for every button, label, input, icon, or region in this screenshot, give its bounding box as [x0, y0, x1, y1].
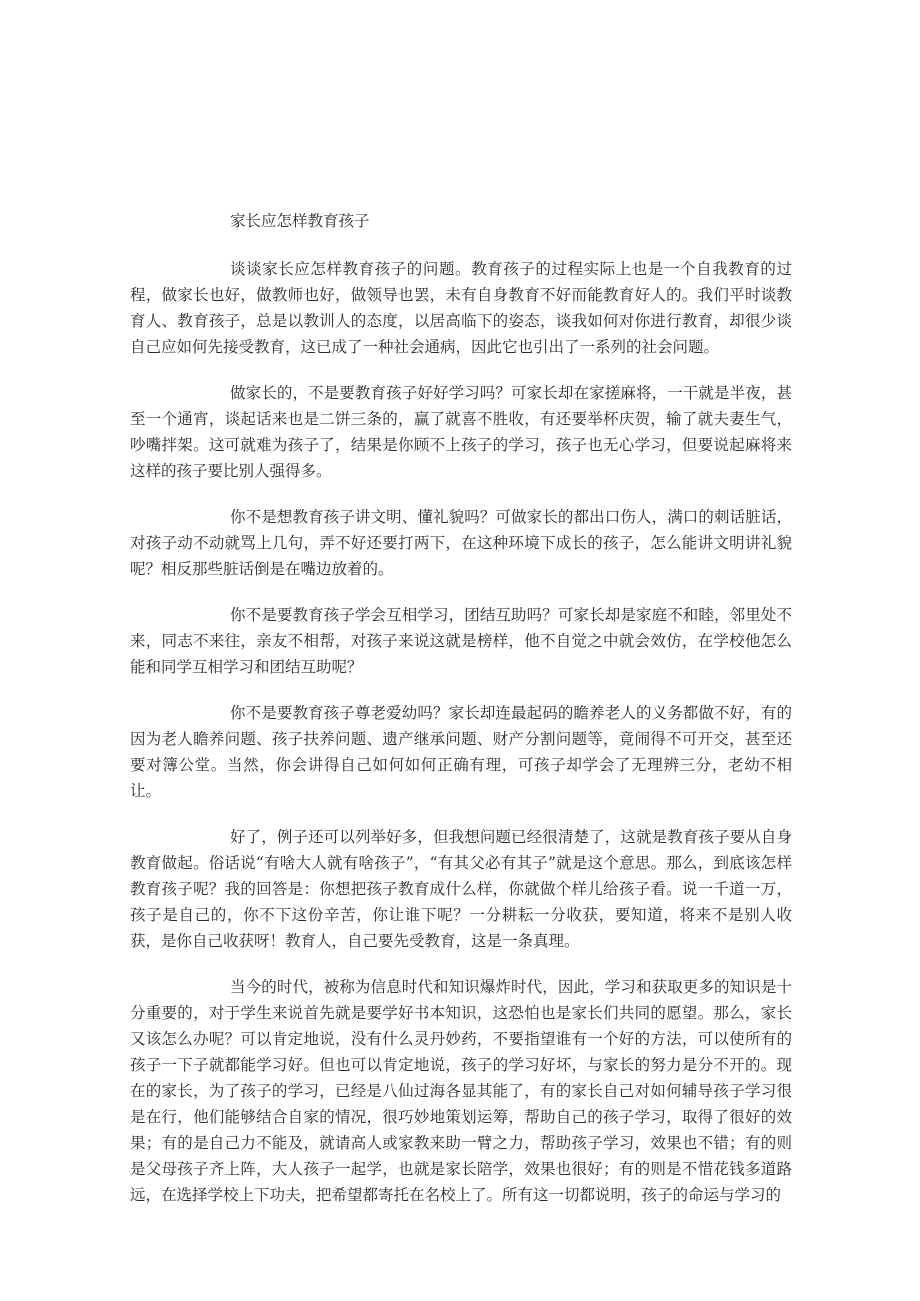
paragraph-intro: 谈谈家长应怎样教育孩子的问题。教育孩子的过程实际上也是一个自我教育的过程，做家长也好，做教师也好，做领导也罢，未有自身教育不好而能教育好人的。我们平时谈教育人、教育孩子，总是以教训人的态度，以居高临下的姿态，谈我如何对你进行教育，却很少谈自己应如何先接受教育，这已成了一种社会通病，因此它也引出了一系列的社会问题。: [130, 260, 792, 356]
paragraph-modern-era: 当今的时代，被称为信息时代和知识爆炸时代，因此，学习和获取更多的知识是十分重要的，对于学生来说首先就是要学好书本知识，这恐怕也是家长们共同的愿望。那么，家长又该怎么办呢？可以肯定地说，没有什么灵丹妙药，不要指望谁有一个好的方法，可以使所有的孩子一下子就都能学习好。但也可以肯定地说，孩子的学习好坏，与家长的努力是分不开的。现在的家长，为了孩子的学习，已经是八仙过海各显其能了，有的家长自己对如何辅导孩子学习很是在行，他们能够结合自家的情况，很巧妙地策划运筹，帮助自己的孩子学习，取得了很好的效果；有的是自己力不能及，就请高人或家教来助一臂之力，帮助孩子学习，效果也不错；有的则是父母孩子齐上阵，大人孩子一起学，也就是家长陪学，效果也很好；有的则是不惜花钱多道路远，在选择学校上下功夫，把希望都寄托在名校上了。所有这一切都说明，孩子的命运与学习的: [130, 978, 792, 1204]
paragraph-study-example: 做家长的，不是要教育孩子好好学习吗？可家长却在家搓麻将，一干就是半夜，甚至一个通宵，谈起话来也是二饼三条的，赢了就喜不胜收，有还要举杯庆贺，输了就夫妻生气，吵嘴拌架。这可就难为孩子了，结果是你顾不上孩子的学习，孩子也无心学习，但要说起麻将来这样的孩子要比别人强得多。: [130, 384, 792, 480]
paragraph-manners-example: 你不是想教育孩子讲文明、懂礼貌吗？可做家长的都出口伤人，满口的刺话脏话，对孩子动不动就骂上几句，弄不好还要打两下，在这种环境下成长的孩子，怎么能讲文明讲礼貌呢？相反那些脏话倒是在嘴边放着的。: [130, 508, 792, 578]
paragraph-mutual-help-example: 你不是要教育孩子学会互相学习，团结互助吗？可家长却是家庭不和睦，邻里处不来，同志不来往，亲友不相帮，对孩子来说这就是榜样，他不自觉之中就会效仿，在学校他怎么能和同学互相学习和团结互助呢？: [130, 606, 792, 676]
paragraph-conclusion: 好了，例子还可以列举好多，但我想问题已经很清楚了，这就是教育孩子要从自身教育做起。俗话说“有啥大人就有啥孩子”，“有其父必有其子”就是这个意思。那么，到底该怎样教育孩子呢？我的回答是：你想把孩子教育成什么样，你就做个样儿给孩子看。说一千道一万，孩子是自己的，你不下这份辛苦，你让谁下呢？一分耕耘一分收获，要知道，将来不是别人收获，是你自己收获呀！教育人，自己要先受教育，这是一条真理。: [130, 828, 792, 950]
paragraph-respect-elders-example: 你不是要教育孩子尊老爱幼吗？家长却连最起码的瞻养老人的义务都做不好，有的因为老人瞻养问题、孩子扶养问题、遗产继承问题、财产分割问题等，竟闹得不可开交，甚至还要对簿公堂。当然，你会讲得自己如何如何正确有理，可孩子却学会了无理辨三分，老幼不相让。: [130, 704, 792, 800]
document-body: [130, 208, 792, 1228]
document-title: 家长应怎样教育孩子: [230, 212, 370, 230]
